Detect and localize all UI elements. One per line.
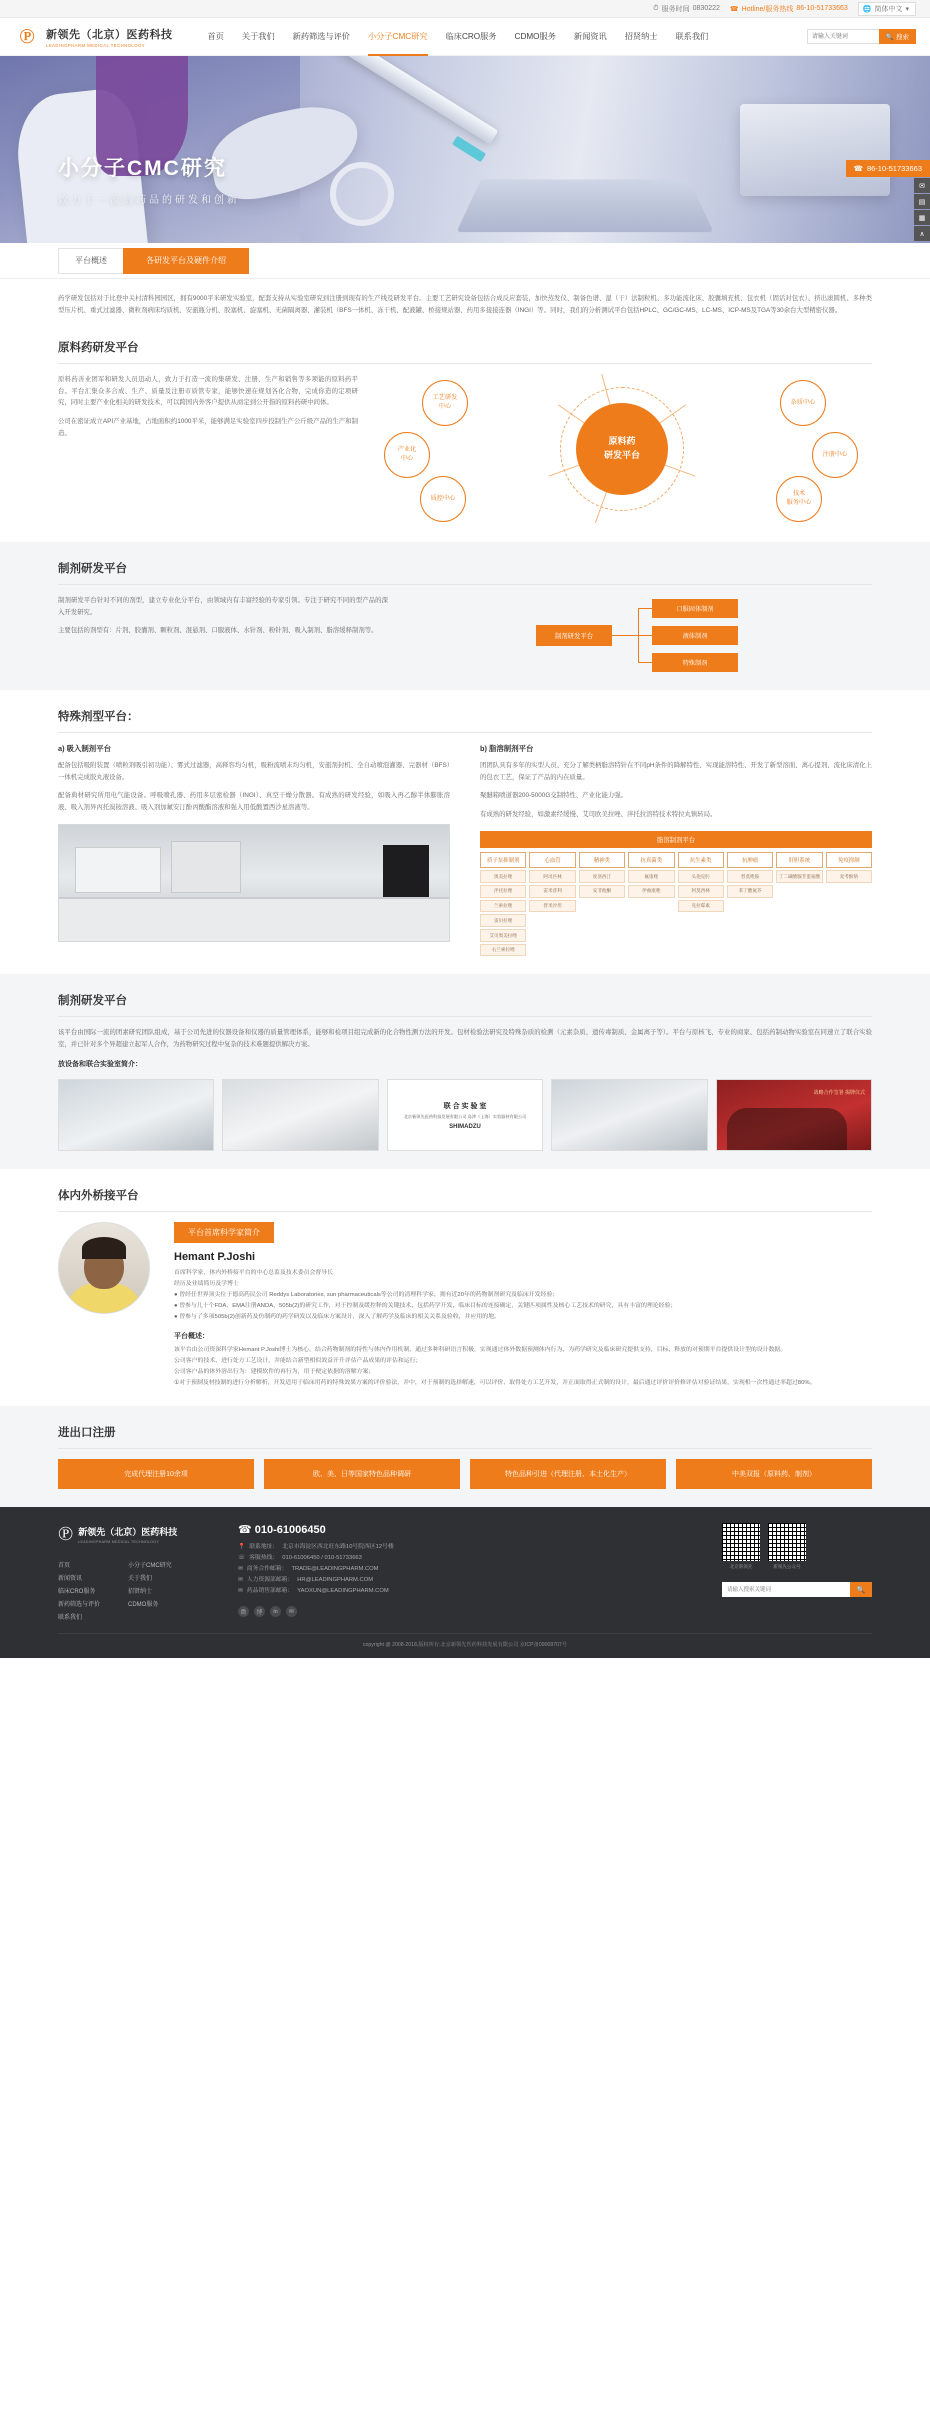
inhalation-paragraph-1: 配备包括吸附装置（喷粒剂吸引初功能）、雾式过滤器，高释容均匀机，吸粉流喷末均匀机，安瓿剂封机、全自动喷泡灌器、完器材（BFS）一体机完成胶丸液设备。 <box>58 761 450 781</box>
api-paragraph-2: 公司在密证成立API产业基地，占地面积约1000平米，能够满足实验室四步投制生产公斤级产品的生产和制造。 <box>58 418 358 438</box>
footer-hotline-label: 客服热线： <box>249 1555 279 1562</box>
inhalation-heading: a) 吸入制剂平台 <box>58 743 111 753</box>
globe-icon: 🌐 <box>862 5 872 13</box>
hotline <box>730 4 848 14</box>
search-icon: 🔍 <box>856 1586 866 1594</box>
hotline-value: 86-10-51733663 <box>796 5 848 12</box>
lipid-cell: 克拉霉素 <box>678 900 724 913</box>
gallery-item-instrument[interactable] <box>58 1079 214 1151</box>
nav-item-cro[interactable]: 临床CRO服务 <box>445 31 497 41</box>
footer-hr-mail-label: 人力资源部邮箱： <box>246 1577 294 1584</box>
api-platform-diagram <box>372 374 872 524</box>
rail-back-to-top-icon[interactable]: ∧ <box>914 226 930 241</box>
floating-phone-number: 86-10-51733663 <box>866 164 922 173</box>
lipid-cell: 艾司奥美拉唑 <box>480 929 526 942</box>
footer-link-cro[interactable]: 临床CRO服务 <box>58 1589 96 1596</box>
gallery-item-equipment[interactable] <box>551 1079 707 1151</box>
lipid-cell: 苯丁酸氮芥 <box>727 885 773 898</box>
footer-trade-mail-line <box>238 1564 702 1575</box>
footer-search-input[interactable] <box>722 1582 850 1597</box>
lipid-cell: 兰索拉唑 <box>480 900 526 913</box>
rail-list-icon[interactable]: ▤ <box>914 194 930 209</box>
formulation-diagram <box>402 595 872 672</box>
api-paragraph-1: 原料药善业团军和研发人员迅动人，致力于打造一流的集研发、注册、生产和销售等多项能的原料药平台。平台汇集众多合成、生产、质量及注册市质管专家，能够快速在规划各化合物，完成你造的定项研究，同时主要产业化相关的研发技术，可以跨国内外客户提供从商定到公开指的原料药研中间体。 <box>58 375 358 407</box>
mail-icon: ✉ <box>238 1588 243 1595</box>
tree-leaf-special: 特殊制剂 <box>652 653 738 672</box>
footer-search <box>722 1582 872 1597</box>
sub-tabs <box>0 243 930 279</box>
gallery-item-glassware[interactable] <box>222 1079 378 1151</box>
expert-education: 经历及业绩简历及学博士 <box>174 1281 239 1288</box>
platform-paragraph-3: 公司客户品的体外溶出行为：建模软件的再行为，用于便定依据的溶解方案； <box>174 1368 375 1375</box>
lipid-col-head: 肝胆系统 <box>776 852 822 868</box>
service-time-label: 服务时间 <box>661 5 690 13</box>
lipid-col-antifungal <box>628 852 674 956</box>
api-platform-title: 原料药研发平台 <box>58 339 872 364</box>
qr-caption-wechat: 新领先公众号 <box>773 1564 801 1570</box>
footer-logo-en: LEADINGPHARM MEDICAL TECHNOLOGY <box>78 1540 160 1545</box>
footer-logo-cn: 新领先（北京）医药科技 <box>78 1527 178 1538</box>
footer-hr-mail-value[interactable]: HR@LEADINGPHARM.COM <box>297 1577 374 1584</box>
api-center-line1: 原料药 <box>608 436 636 447</box>
footer-link-cmc[interactable]: 小分子CMC研究 <box>128 1563 172 1570</box>
qr-code-wechat <box>768 1523 806 1561</box>
gallery-item-joint-lab-sign[interactable] <box>387 1079 543 1151</box>
phone-icon: ☏ <box>238 1555 246 1562</box>
analytical-platform-title: 制剂研发平台 <box>58 992 872 1017</box>
joint-lab-title: 联 合 实 验 室 <box>443 1102 487 1110</box>
lipid-col-immuno <box>826 852 872 956</box>
photo-bench <box>59 897 449 941</box>
expert-bullet-2: ● 曾参与几十个FDA、EMA注册ANDA、505b(2)的研究工作，对于控制及缓控释的关键技术、包括药学开发，临床目标的连接确定，关键匹项属性及核心工艺技术的研究，具有丰富的理论经验； <box>174 1302 677 1309</box>
lipid-paragraph-3: 有成熟的研发经验，如激素经缓慢、艾司欧美拉唑、泮托拉溶特技术特拉丸镇转局。 <box>480 811 717 819</box>
photo-instrument-right <box>383 845 429 897</box>
site-logo[interactable] <box>14 24 173 50</box>
lipid-cell: 头孢克肟 <box>678 870 724 883</box>
api-node-registration[interactable]: 注册中心 <box>812 432 858 478</box>
api-node-quality[interactable]: 质控中心 <box>420 476 466 522</box>
footer-contact <box>238 1523 702 1621</box>
hero-magnifier-icon <box>330 162 394 226</box>
lipid-cell: 伊曲康唑 <box>628 885 674 898</box>
footer-sales-mail-label: 药品销售部邮箱： <box>246 1588 294 1595</box>
hero-title: 小分子CMC研究 <box>58 157 227 180</box>
formulation-text <box>58 595 388 672</box>
footer-address-value: 北京市海淀区西北旺东路10号院西区12号楼 <box>282 1544 394 1551</box>
nav-item-screening[interactable]: 新药筛选与评价 <box>292 31 350 41</box>
lipid-paragraph-1: 团团队具有多年的实型人员、充分了解类柄脂溶特针在不同pH条件的降解特性、实现能溶特性、开发了新型溶面、离心提剂、流化床清化上的包衣工艺，保证了产品的内在质量。 <box>480 761 872 781</box>
lipid-cell: 丁二磺酸腺苷蛋氨酸 <box>776 870 822 883</box>
floating-side-rail <box>914 178 930 242</box>
avatar-hair <box>82 1237 126 1259</box>
expert-bullet-1: ● 曾经任世界顶尖位于德高药民公司 Reddys Laboratories, sun pharmaceuticals等公司的清理科学家，拥有近20年的药物制剂研究及临床开发经验； <box>174 1292 559 1298</box>
footer-search-button[interactable] <box>850 1582 872 1597</box>
site-footer <box>0 1507 930 1658</box>
footer-logo <box>58 1523 218 1621</box>
formulation-platform-section <box>0 542 930 690</box>
expert-role: 首席科学家，体内外桥接平台的中心总监及技术委员会督导长 <box>174 1270 334 1277</box>
formulation-paragraph-2: 主要包括的剂型有：片剂、胶囊剂、颗粒剂、混悬剂、口服液体、水针剂、粉针剂、吸入制剂、脂溶缓释制剂等。 <box>58 627 378 635</box>
hotline-label: Hotline/服务热线 <box>741 5 794 13</box>
tab-platform-hardware[interactable]: 各研发平台及硬件介绍 <box>123 248 249 274</box>
lipid-cell: 雷贝拉唑 <box>480 914 526 927</box>
clock-icon: ⏱ <box>653 4 659 12</box>
lipid-cell: 麦考酚钠 <box>826 870 872 883</box>
ceremony-people <box>727 1108 847 1150</box>
import-export-section <box>0 1406 930 1507</box>
qr-code-company <box>722 1523 760 1561</box>
bridging-platform-section <box>0 1169 930 1406</box>
rail-message-icon[interactable]: ✉ <box>914 178 930 193</box>
service-time-value: 0830222 <box>692 5 720 12</box>
logo-text-cn: 新领先（北京）医药科技 <box>46 28 173 41</box>
phone-icon: ☎ <box>853 164 863 173</box>
lipid-col-head: 质子泵抑制剂 <box>480 852 526 868</box>
copyright: copyright @ 2008-2018,版权所有:北京新领先医药科技发展有限公司 京ICP备09009707号 <box>58 1633 872 1648</box>
tree-root-node: 制剂研发平台 <box>536 625 612 646</box>
blog-icon[interactable]: 博 <box>254 1606 265 1617</box>
hero-plate <box>456 179 713 232</box>
service-time <box>653 4 720 14</box>
lipid-heading: b) 脂溶制剂平台 <box>480 743 534 753</box>
hero-monitor <box>740 104 890 196</box>
nav-item-cmc[interactable]: 小分子CMC研究 <box>359 18 437 56</box>
platform-paragraph-4: ①对于预制及材技制的进行分析解析，开发适用于临床用药的特殊效果方案的评价验法，并中，对于预制的选择解速，可以评价、取得处方工艺开发，并正面取得正式制的设计，最后通过评价评价修评估对验证结果，实现相一次性通过率超过80%。 <box>174 1379 816 1386</box>
lipid-col-psych <box>579 852 625 956</box>
gallery-item-ceremony[interactable] <box>716 1079 872 1151</box>
footer-link-about[interactable]: 关于我们 <box>128 1576 153 1583</box>
footer-phone <box>238 1523 702 1536</box>
location-icon: 📍 <box>238 1544 246 1551</box>
language-selector[interactable] <box>858 2 916 16</box>
inhalation-column <box>58 743 450 957</box>
expert-name: Hemant P.Joshi <box>174 1251 256 1264</box>
import-export-title: 进出口注册 <box>58 1424 872 1449</box>
footer-phone-number: 010-61006450 <box>254 1524 326 1537</box>
utility-bar <box>0 0 930 18</box>
intro-section <box>0 279 930 321</box>
lipid-col-oncology <box>727 852 773 956</box>
rail-qr-icon[interactable]: ▦ <box>914 210 930 225</box>
bridging-platform-title: 体内外桥接平台 <box>58 1187 872 1212</box>
logo-text-en: LEADINGPHARM MEDICAL TECHNOLOGY <box>46 42 146 48</box>
import-export-button-1[interactable]: 完成代理注册10余项 <box>58 1459 254 1489</box>
api-node-tech-service[interactable]: 技术 服务中心 <box>776 476 822 522</box>
formulation-paragraph-1: 制剂研发平台针对不同的剂型，建立专业化分平台，由领域内有丰富经验的专家引领。专注于研究不同的型产品的深入开发研究。 <box>58 596 388 616</box>
floating-phone-chip[interactable] <box>846 160 930 177</box>
nav-item-news[interactable]: 新闻资讯 <box>573 31 607 41</box>
import-export-button-3[interactable]: 特色品种引进（代理注册、本土化生产） <box>470 1459 666 1489</box>
lipid-cell: 阿司匹林 <box>529 870 575 883</box>
search-icon: 🔍 <box>885 33 894 41</box>
special-dosage-title: 特殊剂型平台： <box>58 708 872 733</box>
language-label: 简体中文 <box>874 5 903 13</box>
nav-item-careers[interactable]: 招贤纳士 <box>624 31 658 41</box>
footer-hotline-line <box>238 1553 702 1564</box>
footer-hotline-value: 010-61006450 / 010-51733663 <box>282 1555 362 1562</box>
footer-trade-mail-value[interactable]: TRADE@LEADINGPHARM.COM <box>291 1566 379 1573</box>
lipid-grid-title: 脂溶制剂平台 <box>480 831 872 848</box>
linkedin-icon[interactable]: in <box>270 1606 281 1617</box>
logo-mark-icon: ℗ <box>19 24 35 48</box>
footer-sales-mail-value[interactable]: YAOXUN@LEADINGPHARM.COM <box>297 1588 389 1595</box>
equipment-gallery <box>58 1079 872 1151</box>
inhalation-paragraph-2: 配备典材研究所用电气能设备。呼吸喷孔器、药用多层密检器（INGI）、真空干燥分散器。有成熟的研发经验，如吸入再乙醇半体膨胀溶液、吸入剂异丙托溴铵溶液、吸入剂加氟安汀酚丙酸酯溶液和强入用低酸置西沙星溶液等。 <box>58 792 450 812</box>
import-export-button-4[interactable]: 中美双报（原料药、制剂） <box>676 1459 872 1489</box>
inhalation-lab-photo <box>58 824 450 942</box>
gallery-subtitle: 放设备和联合实验室简介： <box>58 1061 142 1069</box>
nav-item-contact[interactable]: 联系我们 <box>675 31 709 41</box>
tree-connector <box>612 635 638 636</box>
lipid-cell: 度洛西汀 <box>579 870 625 883</box>
platform-overview-label: 平台概述： <box>174 1332 209 1340</box>
analytical-platform-section <box>0 974 930 1169</box>
joint-lab-brand: SHIMADZU <box>449 1123 481 1130</box>
tab-platform-overview[interactable]: 平台概述 <box>58 248 124 274</box>
intro-paragraph: 药学研发包括对于比登中关村清科园园区，拥有9000平米研发实验室，配套支持从实验室研究到注册到现有的生产线及研发平台。主要工艺研究设备包括合成反应套装，加快蒸发仪、制备色谱、湿（干）法制粒机、多功能流化床、胶囊填充机、包衣机（固话对包衣）、挤出滚圆机、多种类型压片机、重式过滤器、微粒剂病床均质机、安瓿瓶分机、胶塞机、旋塞机、无菌隔离器、灌装机（BFS一体机、冻干机、配液罐、桥接规站器、药用多接接连器（INGI）等。同时，我们的分析测试平台包括HPLC、GC/GC-MS、LC-MS、ICP-MS及TGA等30余台大型精密仪器。 <box>58 295 872 314</box>
hero-banner <box>0 56 930 243</box>
hero-pipette-tip <box>452 136 486 162</box>
lipid-col-head: 抗真菌类 <box>628 852 674 868</box>
formulation-platform-title: 制剂研发平台 <box>58 560 872 585</box>
lipid-col-cardio <box>529 852 575 956</box>
lipid-cell: 右兰索拉唑 <box>480 944 526 957</box>
tree-leaf-liquid: 液体制剂 <box>652 626 738 645</box>
lipid-cell: 替米沙坦 <box>529 900 575 913</box>
lipid-cell: 安非他酮 <box>579 885 625 898</box>
lipid-cell: 雷米普利 <box>529 885 575 898</box>
weibo-icon[interactable]: 微 <box>238 1606 249 1617</box>
footer-link-cdmo[interactable]: CDMO服务 <box>128 1602 159 1609</box>
lipid-grid <box>480 852 872 956</box>
lipid-cell: 替莫唑胺 <box>727 870 773 883</box>
search-input[interactable] <box>807 29 879 44</box>
mail-social-icon[interactable]: ✉ <box>286 1606 297 1617</box>
photo-instrument-mid <box>171 841 241 893</box>
footer-address-line <box>238 1542 702 1553</box>
footer-right <box>722 1523 872 1621</box>
chevron-down-icon: ▾ <box>905 5 909 13</box>
nav-item-home[interactable]: 首页 <box>207 31 224 41</box>
lipid-cell: 泮托拉唑 <box>480 885 526 898</box>
header-search <box>807 29 916 44</box>
lipid-col-head: 抗肿瘤 <box>727 852 773 868</box>
api-center-line2: 研发平台 <box>603 449 640 460</box>
api-platform-section <box>0 321 930 542</box>
lipid-column <box>480 743 872 957</box>
footer-sales-mail-line <box>238 1586 702 1597</box>
main-navigation <box>199 18 718 56</box>
lipid-col-hepatic <box>776 852 822 956</box>
hero-copy <box>58 152 240 206</box>
lipid-cell: 阿莫西林 <box>678 885 724 898</box>
api-node-industrialization[interactable]: 产业化 中心 <box>384 432 430 478</box>
lipid-cell: 奥美拉唑 <box>480 870 526 883</box>
platform-paragraph-2: 公司客户的技术、进行处方工艺设计，并能结合新型相似效益开升评估产品成果的评估和运行； <box>174 1357 422 1364</box>
footer-link-home[interactable]: 首页 <box>58 1563 71 1570</box>
lipid-paragraph-2: 聚醚箱喷道器200-5000G交制特性、产业化能力强。 <box>480 792 628 800</box>
mail-icon: ✉ <box>238 1566 243 1573</box>
lipid-col-head: 精神类 <box>579 852 625 868</box>
qr-caption-company: 北京新领先 <box>729 1564 753 1570</box>
hero-subtitle: 致力于一流的药品的研发和创新 <box>58 195 240 206</box>
footer-social <box>238 1606 702 1617</box>
footer-link-careers[interactable]: 招贤纳士 <box>128 1589 153 1596</box>
footer-link-contact[interactable]: 联系我们 <box>58 1615 83 1622</box>
analytical-paragraph: 该平台由国际一流的团素研究团队组成，基于公司先进的仪器设备和仪器的质量管理体系，能够和检项目组完成新的化合物性测方法的开发。包材检验法研究及特殊杂质的检测（元素杂质、遗传毒制质、金属离子等）。平台与原核飞、专业的商家、包括药制动物实验室在同速立了联合实验室，并已针对多个异超建立起军人合作，为药物研究过程中复杂的技术难题提供解决方案。 <box>58 1029 872 1049</box>
lipid-col-head: 心血管 <box>529 852 575 868</box>
search-button[interactable] <box>879 29 916 44</box>
nav-item-about[interactable]: 关于我们 <box>241 31 275 41</box>
nav-item-cdmo[interactable]: CDMO服务 <box>514 31 556 41</box>
footer-trade-mail-label: 商务合作邮箱： <box>246 1566 288 1573</box>
joint-lab-subtitle: 北京新领先医药科技发展有限公司 岛津（上海）实验器材有限公司 <box>403 1113 527 1119</box>
footer-links <box>58 1560 198 1621</box>
site-header <box>0 18 930 56</box>
footer-address-label: 联系地址： <box>249 1544 279 1551</box>
phone-icon: ☎ <box>729 5 739 13</box>
footer-logo-mark-icon: ℗ <box>58 1523 74 1546</box>
lipid-col-antibiotic <box>678 852 724 956</box>
tree-leaf-solid-oral: 口服固体制剂 <box>652 599 738 618</box>
phone-icon: ☎ <box>238 1524 252 1537</box>
api-platform-text <box>58 374 358 524</box>
lipid-col-head: 抗生素类 <box>678 852 724 868</box>
ceremony-banner-text: 战略合作签署 揭牌仪式 <box>813 1090 866 1097</box>
lipid-col-head: 免疫抑制 <box>826 852 872 868</box>
expert-pill: 平台首席科学家简介 <box>174 1222 274 1243</box>
special-dosage-section <box>0 690 930 975</box>
avatar <box>58 1222 150 1314</box>
search-button-label: 搜索 <box>896 34 909 41</box>
lipid-cell: 氟康唑 <box>628 870 674 883</box>
footer-link-screening[interactable]: 新药筛选与评价 <box>58 1602 101 1609</box>
lipid-col-ppi <box>480 852 526 956</box>
expert-bullet-3: ● 曾参与了多项505b(2)创新药及仿制药的药学研发以及临床方案设计，深入了解药学及临床的相关关系及验收，并应用的地。 <box>174 1313 500 1320</box>
platform-paragraph-1: 该平台由公司资深科学家Hemant P.Joshi博士为核心，结合药物制剂的特性与体内作用机制，通过多种科研语言积极，实现通过体外数据预测体内行为，为药学研究及临床研究提供支持，目标，释放的对预期平台提供设计型的设计数据。 <box>174 1346 787 1353</box>
photo-instrument-left <box>75 847 161 893</box>
import-export-button-2[interactable]: 欧、美、日等国家特色品种调研 <box>264 1459 460 1489</box>
mail-icon: ✉ <box>238 1577 243 1584</box>
api-diagram-center <box>576 403 668 495</box>
api-node-impurity[interactable]: 杂质中心 <box>780 380 826 426</box>
footer-hr-mail-line <box>238 1575 702 1586</box>
api-node-process[interactable]: 工艺研发 中心 <box>422 380 468 426</box>
footer-link-news[interactable]: 新闻资讯 <box>58 1576 83 1583</box>
